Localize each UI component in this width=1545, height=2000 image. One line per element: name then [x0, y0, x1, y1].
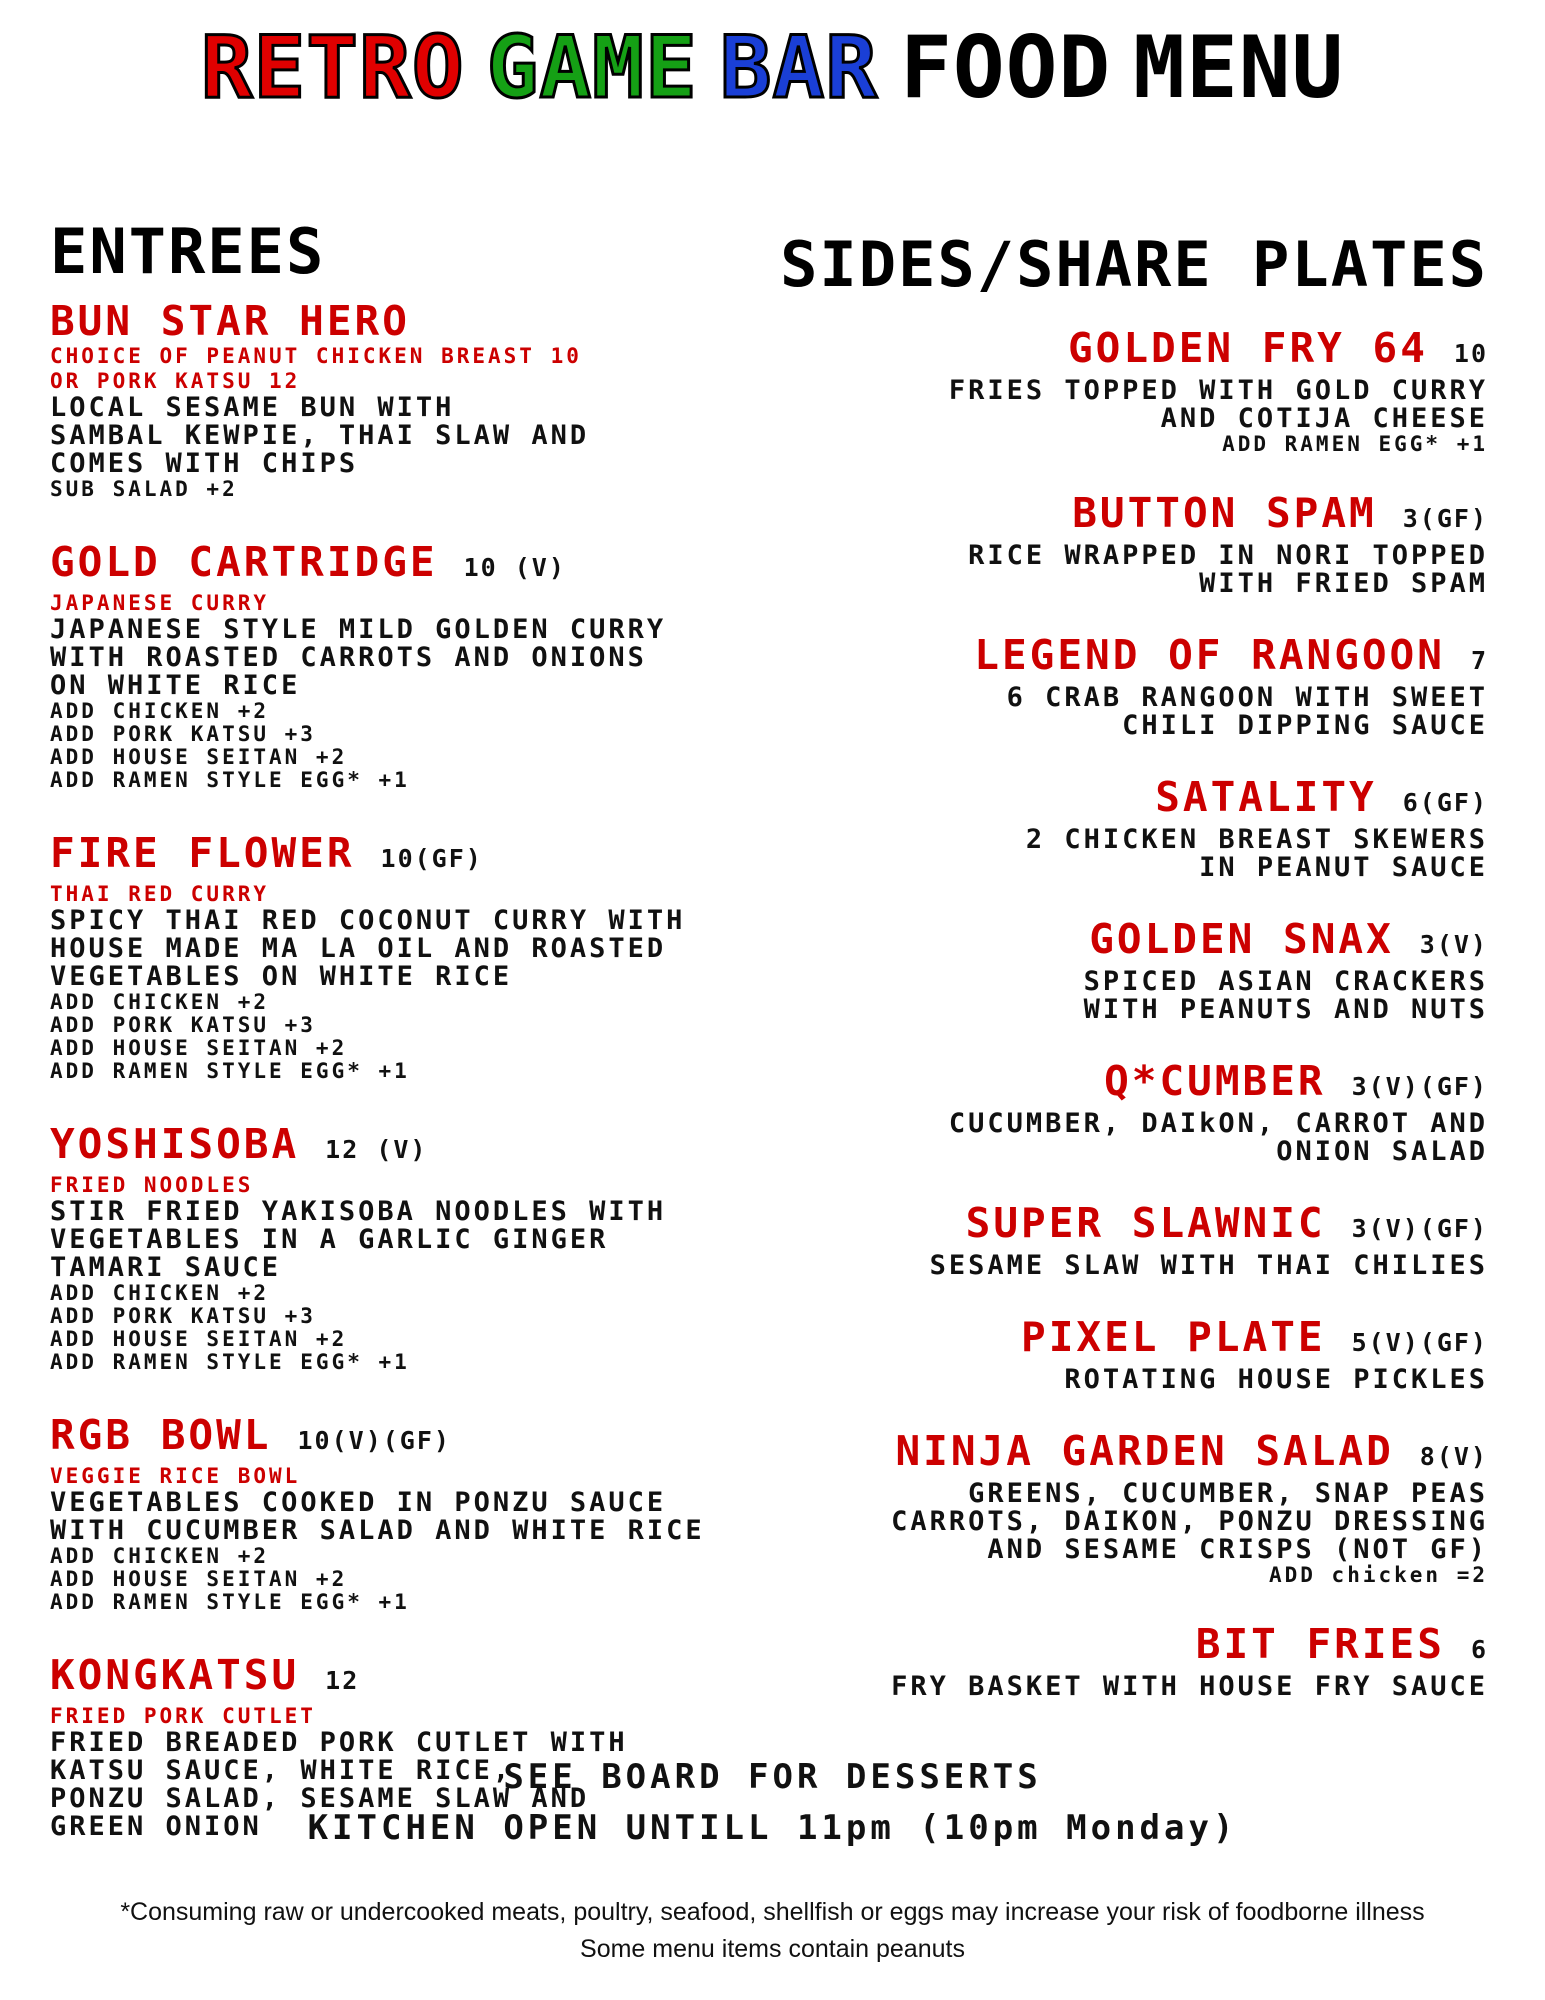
item-addon: ADD PORK KATSU +3	[50, 1304, 316, 1328]
item-name: GOLDEN FRY 64	[1067, 324, 1428, 372]
entrees-list	[50, 298, 780, 1879]
item-addon: ADD CHICKEN +2	[50, 990, 270, 1014]
title-word-retro: RETRO	[200, 18, 465, 118]
desserts-note: SEE BOARD FOR DESSERTS	[503, 1757, 1042, 1797]
item-price: 10 (V)	[463, 553, 566, 582]
item-description: ON WHITE RICE	[50, 670, 301, 701]
sides-list	[728, 325, 1488, 1735]
item-subtitle: CHOICE OF PEANUT CHICKEN BREAST 10	[50, 344, 582, 368]
menu-item	[728, 1058, 1488, 1166]
item-addon: SUB SALAD +2	[50, 477, 238, 501]
menu-item	[728, 1621, 1488, 1701]
item-addon: ADD CHICKEN +2	[50, 699, 270, 723]
menu-item	[728, 632, 1488, 740]
item-description: KATSU SAUCE, WHITE RICE,	[50, 1755, 513, 1786]
item-description: CUCUMBER, DAIkON, CARROT AND	[948, 1108, 1488, 1139]
item-subtitle: FRIED PORK CUTLET	[50, 1704, 316, 1728]
item-name: RGB BOWL	[50, 1411, 272, 1459]
menu-item	[728, 325, 1488, 456]
menu-item	[728, 1314, 1488, 1394]
item-description: FRIES TOPPED WITH GOLD CURRY	[948, 375, 1488, 406]
item-description: WITH PEANUTS AND NUTS	[1083, 994, 1488, 1025]
item-name: LEGEND OF RANGOON	[974, 631, 1445, 679]
item-name-line	[50, 830, 780, 882]
item-price: 10	[1453, 339, 1488, 368]
menu-item	[50, 830, 780, 1083]
menu-item	[50, 1412, 780, 1614]
menu-title	[0, 18, 1545, 118]
item-name-line	[728, 774, 1488, 826]
sides-heading: SIDES/SHARE PLATES	[780, 228, 1488, 301]
title-word-bar: BAR	[719, 18, 879, 118]
item-description: AND COTIJA CHEESE	[1160, 403, 1488, 434]
item-addon: ADD CHICKEN +2	[50, 1544, 270, 1568]
item-description: RICE WRAPPED IN NORI TOPPED	[968, 540, 1488, 571]
item-description: COMES WITH CHIPS	[50, 448, 359, 479]
item-subtitle: THAI RED CURRY	[50, 882, 270, 906]
item-subtitle: VEGGIE RICE BOWL	[50, 1464, 301, 1488]
item-subtitle: FRIED NOODLES	[50, 1173, 254, 1197]
item-addon: ADD chicken =2	[1268, 1563, 1488, 1587]
item-price: 6	[1470, 1635, 1488, 1664]
item-description: VEGETABLES IN A GARLIC GINGER	[50, 1224, 609, 1255]
menu-item	[728, 1428, 1488, 1587]
item-addon: ADD HOUSE SEITAN +2	[50, 1036, 348, 1060]
item-description: IN PEANUT SAUCE	[1199, 852, 1488, 883]
item-name: YOSHISOBA	[50, 1120, 300, 1168]
item-addon: ADD RAMEN STYLE EGG* +1	[50, 1059, 410, 1083]
item-description: WITH ROASTED CARROTS AND ONIONS	[50, 642, 647, 673]
item-description: 6 CRAB RANGOON WITH SWEET	[1006, 682, 1488, 713]
item-name: PIXEL PLATE	[1021, 1313, 1326, 1361]
item-description: VEGETABLES ON WHITE RICE	[50, 961, 513, 992]
item-name-line	[728, 1314, 1488, 1366]
item-description: JAPANESE STYLE MILD GOLDEN CURRY	[50, 614, 667, 645]
menu-item	[50, 298, 780, 501]
item-description: LOCAL SESAME BUN WITH	[50, 392, 455, 423]
item-name-line	[50, 298, 780, 344]
item-name-line	[50, 1412, 780, 1464]
item-price: 6(GF)	[1402, 788, 1488, 817]
item-description: WITH CUCUMBER SALAD AND WHITE RICE	[50, 1515, 705, 1546]
item-price: 5(V)(GF)	[1351, 1328, 1488, 1357]
item-name-line	[728, 1200, 1488, 1252]
menu-item	[50, 539, 780, 792]
item-name-line	[728, 916, 1488, 968]
menu-item	[728, 774, 1488, 882]
item-name: NINJA GARDEN SALAD	[895, 1427, 1394, 1475]
item-name-line	[728, 632, 1488, 684]
menu-item	[728, 1200, 1488, 1280]
food-safety-disclaimer: *Consuming raw or undercooked meats, poultry, seafood, shellfish or eggs may increase your risk of foodborne illness	[120, 1898, 1425, 1926]
item-name-line	[728, 325, 1488, 377]
item-price: 12	[325, 1666, 360, 1695]
item-name-line	[728, 1428, 1488, 1480]
item-name-line	[728, 490, 1488, 542]
item-price: 7	[1470, 646, 1488, 675]
item-description: AND SESAME CRISPS (NOT GF)	[987, 1534, 1488, 1565]
item-name: BUN STAR HERO	[50, 297, 410, 345]
menu-item	[50, 1121, 780, 1374]
item-addon: ADD HOUSE SEITAN +2	[50, 745, 348, 769]
item-name-line	[728, 1621, 1488, 1673]
title-word-game: GAME	[486, 18, 698, 118]
menu-item	[728, 490, 1488, 598]
item-name: BUTTON SPAM	[1072, 489, 1377, 537]
item-price: 3(V)(GF)	[1351, 1072, 1488, 1101]
item-description: PONZU SALAD, SESAME SLAW AND	[50, 1783, 590, 1814]
menu-item	[728, 916, 1488, 1024]
item-name: BIT FRIES	[1195, 1620, 1445, 1668]
item-name: GOLDEN SNAX	[1089, 915, 1394, 963]
item-description: STIR FRIED YAKISOBA NOODLES WITH	[50, 1196, 667, 1227]
item-price: 8(V)	[1419, 1442, 1488, 1471]
item-description: SESAME SLAW WITH THAI CHILIES	[929, 1250, 1488, 1281]
item-name: SATALITY	[1155, 773, 1377, 821]
item-description: WITH FRIED SPAM	[1199, 568, 1488, 599]
item-description: GREENS, CUCUMBER, SNAP PEAS	[968, 1478, 1488, 1509]
item-description: HOUSE MADE MA LA OIL AND ROASTED	[50, 933, 667, 964]
title-word-food: FOOD	[900, 18, 1112, 118]
item-description: SPICED ASIAN CRACKERS	[1083, 966, 1488, 997]
item-description: FRIED BREADED PORK CUTLET WITH	[50, 1727, 628, 1758]
item-addon: ADD RAMEN EGG* +1	[1222, 432, 1488, 456]
item-description: SAMBAL KEWPIE, THAI SLAW AND	[50, 420, 590, 451]
peanut-notice: Some menu items contain peanuts	[580, 1935, 965, 1963]
item-name: SUPER SLAWNIC	[965, 1199, 1326, 1247]
item-name-line	[50, 539, 780, 591]
item-description: SPICY THAI RED COCONUT CURRY WITH	[50, 905, 686, 936]
item-name: FIRE FLOWER	[50, 829, 355, 877]
item-subtitle: JAPANESE CURRY	[50, 591, 270, 615]
kitchen-hours: KITCHEN OPEN UNTILL 11pm (10pm Monday)	[307, 1808, 1238, 1848]
item-price: 12 (V)	[325, 1135, 428, 1164]
item-description: ONION SALAD	[1276, 1136, 1488, 1167]
item-description: 2 CHICKEN BREAST SKEWERS	[1025, 824, 1488, 855]
item-description: CHILI DIPPING SAUCE	[1122, 710, 1488, 741]
item-addon: ADD RAMEN STYLE EGG* +1	[50, 1350, 410, 1374]
item-price: 3(GF)	[1402, 504, 1488, 533]
item-description: CARROTS, DAIKON, PONZU DRESSING	[891, 1506, 1488, 1537]
item-description: VEGETABLES COOKED IN PONZU SAUCE	[50, 1487, 667, 1518]
item-addon: ADD CHICKEN +2	[50, 1281, 270, 1305]
item-description: GREEN ONION	[50, 1811, 262, 1842]
item-price: 3(V)(GF)	[1351, 1214, 1488, 1243]
item-description: ROTATING HOUSE PICKLES	[1064, 1364, 1488, 1395]
title-word-menu: MENU	[1133, 18, 1345, 118]
item-name: GOLD CARTRIDGE	[50, 538, 438, 586]
item-price: 10(V)(GF)	[297, 1426, 451, 1455]
item-addon: ADD PORK KATSU +3	[50, 1013, 316, 1037]
item-name-line	[728, 1058, 1488, 1110]
entrees-heading: ENTREES	[50, 215, 326, 288]
item-addon: ADD RAMEN STYLE EGG* +1	[50, 768, 410, 792]
item-addon: ADD PORK KATSU +3	[50, 722, 316, 746]
item-price: 10(GF)	[380, 844, 483, 873]
item-name-line	[50, 1652, 780, 1704]
item-addon: ADD HOUSE SEITAN +2	[50, 1327, 348, 1351]
item-price: 3(V)	[1419, 930, 1488, 959]
item-name: Q*CUMBER	[1104, 1057, 1326, 1105]
item-description: TAMARI SAUCE	[50, 1252, 282, 1283]
item-addon: ADD RAMEN STYLE EGG* +1	[50, 1590, 410, 1614]
item-name-line	[50, 1121, 780, 1173]
item-description: FRY BASKET WITH HOUSE FRY SAUCE	[891, 1671, 1488, 1702]
item-subtitle: OR PORK KATSU 12	[50, 369, 301, 393]
item-addon: ADD HOUSE SEITAN +2	[50, 1567, 348, 1591]
item-name: KONGKATSU	[50, 1651, 300, 1699]
